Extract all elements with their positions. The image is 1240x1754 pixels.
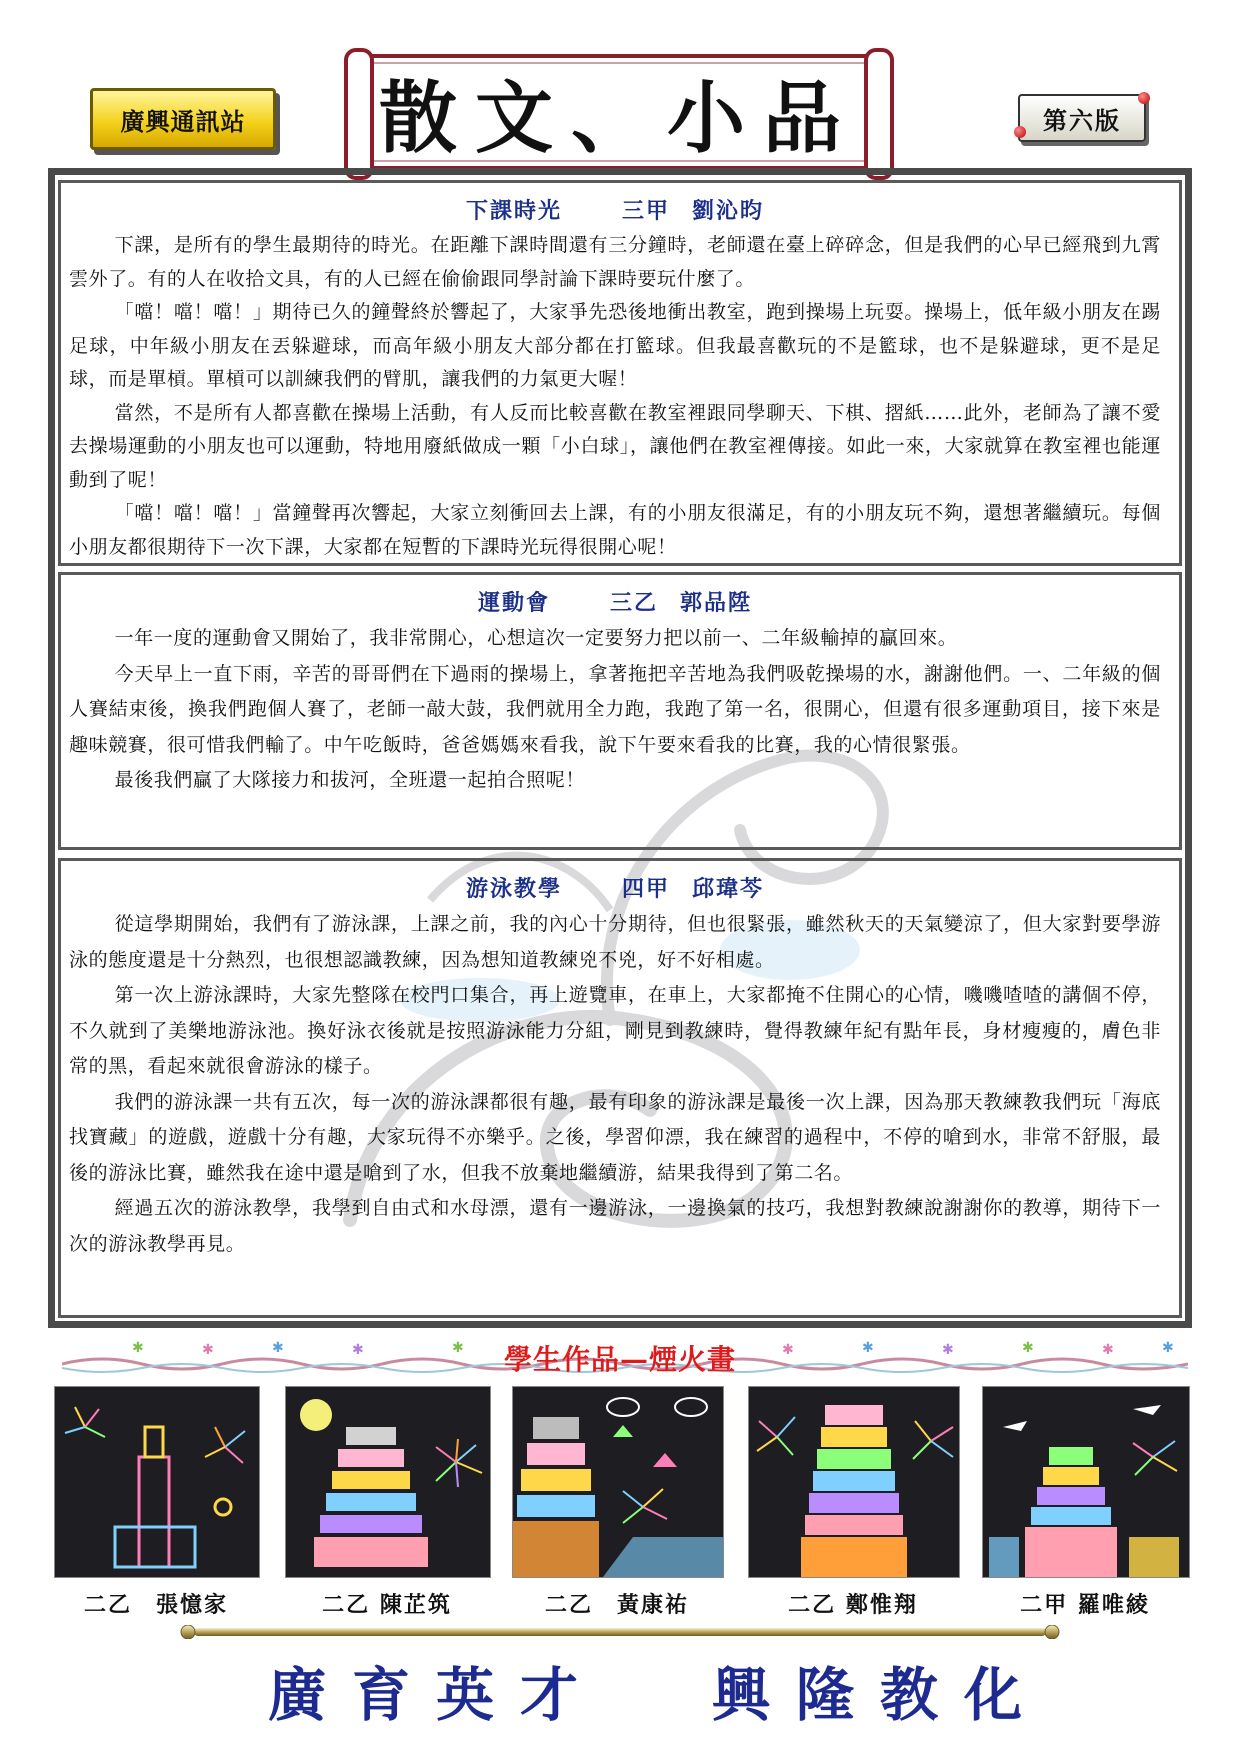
- article-title: 下課時光: [465, 198, 562, 224]
- article-paragraph: 當然，不是所有人都喜歡在操場上活動，有人反而比較喜歡在教室裡跟同學聊天、下棋、摺紙……此外，老師為了讓不愛去操場運動的小朋友也可以運動，特地用廢紙做成一顆「小白球」，讓他們在教室裡傳接。如此一來，大家就算在教室裡也能運動到了呢！: [69, 401, 1161, 491]
- drawing-caption: 二乙 黃康祐: [544, 1592, 689, 1618]
- drawing-caption: 二乙 張憶家: [83, 1592, 228, 1618]
- drawing-caption: 二甲 羅唯綾: [1020, 1592, 1150, 1618]
- svg-text:✱: ✱: [782, 1342, 794, 1358]
- student-drawing-4: [748, 1386, 960, 1578]
- article-paragraph: 從這學期開始，我們有了游泳課，上課之前，我的內心十分期待，但也很緊張，雖然秋天的天氣變涼了，但大家對要學游泳的態度還是十分熱烈，也很想認識教練，因為想知道教練兇不兇，好不好相處。: [69, 913, 1161, 971]
- gem-icon: [1014, 126, 1026, 138]
- article-heading: [69, 193, 1161, 229]
- article-paragraph: 「噹！噹！噹！」當鐘聲再次響起，大家立刻衝回去上課，有的小朋友很滿足，有的小朋友玩不夠，還想著繼續玩。每個小朋友都很期待下一次下課，大家都在短暫的下課時光玩得很開心呢！: [69, 502, 1161, 558]
- article-author: 邱瑋芩: [692, 876, 765, 902]
- scroll-curl-left: [344, 48, 374, 180]
- article-box-sports-day: [58, 572, 1182, 850]
- article-box-swimming: [58, 858, 1182, 1318]
- article-heading: [69, 871, 1161, 907]
- article-class: 三乙: [609, 590, 658, 616]
- article-body: [69, 907, 1161, 1262]
- student-drawing-1: [54, 1386, 260, 1578]
- motto-left: 廣育英才: [268, 1661, 605, 1729]
- article-author: 劉沁昀: [692, 198, 765, 224]
- student-drawing-5: [982, 1386, 1190, 1578]
- edition-badge: [1018, 94, 1146, 142]
- student-drawing-3: [512, 1386, 724, 1578]
- article-paragraph: 下課，是所有的學生最期待的時光。在距離下課時間還有三分鐘時，老師還在臺上碎碎念，但是我們的心早已經飛到九霄雲外了。有的人在收拾文具，有的人已經在偷偷跟同學討論下課時要玩什麼了。: [69, 234, 1161, 290]
- svg-text:✱: ✱: [1022, 1340, 1034, 1356]
- article-paragraph: 經過五次的游泳教學，我學到自由式和水母漂，還有一邊游泳，一邊換氣的技巧，我想對教練說謝謝你的教導，期待下一次的游泳教學再見。: [69, 1197, 1161, 1255]
- svg-text:✱: ✱: [132, 1340, 144, 1356]
- student-works-title: 學生作品—煙火畫: [503, 1343, 736, 1376]
- svg-text:✱: ✱: [862, 1340, 874, 1356]
- article-heading: [69, 585, 1161, 621]
- article-box-recess: [58, 180, 1182, 566]
- article-paragraph: 今天早上一直下雨，辛苦的哥哥們在下過雨的操場上，拿著拖把辛苦地為我們吸乾操場的水，謝謝他們。一、二年級的個人賽結束後，換我們跑個人賽了，老師一敲大鼓，我們就用全力跑，我跑了第一名，很開心，但還有很多運動項目，接下來是趣味競賽，很可惜我們輸了。中午吃飯時，爸爸媽媽來看我，說下午要來看我的比賽，我的心情很緊張。: [69, 662, 1161, 756]
- article-paragraph: 「噹！噹！噹！」期待已久的鐘聲終於響起了，大家爭先恐後地衝出教室，跑到操場上玩耍。操場上，低年級小朋友在踢足球，中年級小朋友在丟躲避球，而高年級小朋友大部分都在打籃球。但我最喜歡玩的不是籃球，也不是躲避球，更不是足球，而是單槓。單槓可以訓練我們的臂肌，讓我們的力氣更大喔！: [69, 301, 1161, 390]
- svg-text:✱: ✱: [1162, 1340, 1174, 1356]
- svg-text:✱: ✱: [352, 1342, 364, 1358]
- student-drawing-2: [285, 1386, 491, 1578]
- motto-right: 興隆教化: [712, 1661, 1049, 1729]
- svg-text:✱: ✱: [1102, 1342, 1114, 1358]
- article-paragraph: 第一次上游泳課時，大家先整隊在校門口集合，再上遊覽車，在車上，大家都掩不住開心的心情，嘰嘰喳喳的講個不停，不久就到了美樂地游泳池。換好泳衣後就是按照游泳能力分組，剛見到教練時，覺得教練年紀有點年長，身材瘦瘦的，膚色非常的黑，看起來就很會游泳的樣子。: [69, 984, 1161, 1077]
- article-body: [69, 621, 1161, 799]
- page-title-scroll: [360, 54, 878, 170]
- article-paragraph: 我們的游泳課一共有五次，每一次的游泳課都很有趣，最有印象的游泳課是最後一次上課，因為那天教練教我們玩「海底找寶藏」的遊戲，遊戲十分有趣，大家玩得不亦樂乎。之後，學習仰漂，我在練習的過程中，不停的嗆到水，非常不舒服，最後的游泳比賽，雖然我在途中還是嗆到了水，但我不放棄地繼續游，結果我得到了第二名。: [69, 1090, 1161, 1184]
- svg-text:✱: ✱: [942, 1342, 954, 1358]
- svg-text:✱: ✱: [272, 1340, 284, 1356]
- article-paragraph: 最後我們贏了大隊接力和拔河，全班還一起拍合照呢！: [114, 769, 585, 791]
- drawing-caption: 二乙 陳芷筑: [322, 1592, 452, 1618]
- svg-text:✱: ✱: [452, 1340, 464, 1356]
- newsletter-badge-label: 廣興通訊站: [120, 106, 246, 136]
- svg-text:✱: ✱: [202, 1342, 214, 1358]
- article-title: 游泳教學: [465, 876, 562, 902]
- newsletter-badge: [90, 88, 276, 150]
- article-author: 郭品陞: [680, 590, 753, 616]
- article-body: [69, 229, 1161, 564]
- scroll-curl-right: [864, 48, 894, 180]
- drawing-caption: 二乙 鄭惟翔: [788, 1592, 918, 1618]
- article-title: 運動會: [477, 590, 550, 616]
- edition-label: 第六版: [1043, 105, 1121, 135]
- page-title: 散文、小品: [378, 73, 859, 164]
- gem-icon: [1138, 92, 1150, 104]
- article-class: 三甲: [621, 198, 670, 224]
- article-class: 四甲: [621, 876, 670, 902]
- scroll-rod-divider: [180, 1625, 1060, 1639]
- article-paragraph: 一年一度的運動會又開始了，我非常開心，心想這次一定要努力把以前一、二年級輸掉的贏回來。: [114, 627, 958, 649]
